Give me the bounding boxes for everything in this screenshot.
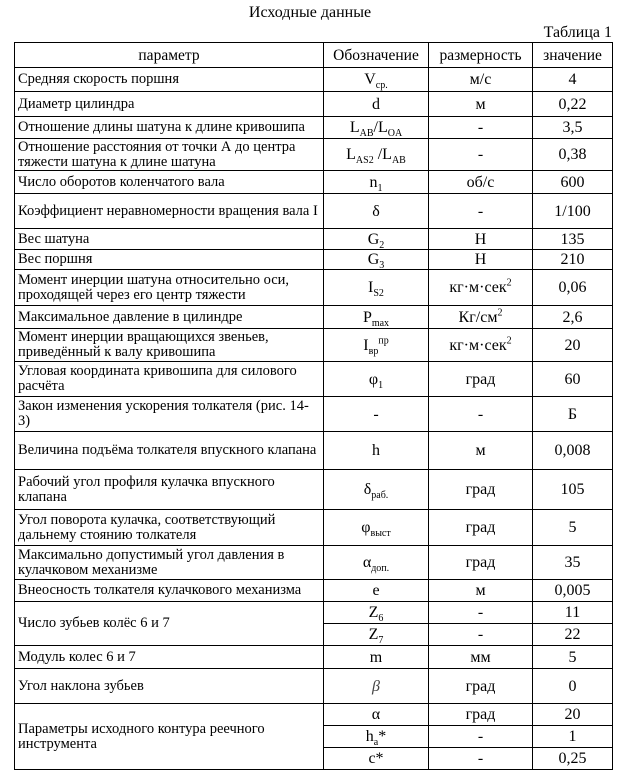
table-row xyxy=(15,646,613,669)
symbol-base: h xyxy=(365,728,374,745)
parameter-cell: Отношение длины шатуна к длине кривошипа xyxy=(15,117,324,139)
parameter-cell: Вес поршня xyxy=(15,250,324,270)
symbol-cell xyxy=(324,602,429,624)
table-row xyxy=(15,432,613,470)
value-cell: 1/100 xyxy=(533,194,613,229)
unit-cell xyxy=(429,250,533,270)
value-cell: 4 xyxy=(533,68,613,92)
unit-text: град xyxy=(465,706,496,723)
symbol-subscript: OA xyxy=(387,128,403,140)
symbol-cell xyxy=(324,194,429,229)
parameter-cell: Вес шатуна xyxy=(15,229,324,250)
symbol-base: G xyxy=(367,230,380,248)
unit-cell xyxy=(429,470,533,510)
unit-text: град xyxy=(465,481,496,498)
unit-text: - xyxy=(477,146,484,163)
parameter-cell: Средняя скорость поршня xyxy=(15,68,324,92)
symbol-cell xyxy=(324,139,429,171)
symbol-cell xyxy=(324,229,429,250)
unit-cell xyxy=(429,194,533,229)
symbol-subscript: 7 xyxy=(378,635,384,647)
value-cell: 0,22 xyxy=(533,92,613,117)
symbol-cell xyxy=(324,432,429,470)
unit-text: - xyxy=(477,626,484,643)
parameter-cell: Величина подъёма толкателя впускного клапана xyxy=(15,432,324,470)
symbol-part: /L xyxy=(373,146,392,163)
symbol-cell xyxy=(324,270,429,306)
parameter-cell: Угол наклона зубьев xyxy=(15,669,324,704)
symbol-base: G xyxy=(367,251,380,268)
symbol-subscript: 1 xyxy=(378,379,384,391)
unit-text: м xyxy=(475,95,486,113)
value-cell: 600 xyxy=(533,171,613,194)
unit-superscript: 2 xyxy=(506,277,512,289)
symbol-cell xyxy=(324,704,429,726)
symbol-subscript: 3 xyxy=(379,260,385,272)
unit-text: град xyxy=(465,554,496,571)
header-unit: размерность xyxy=(429,43,533,68)
unit-text: - xyxy=(477,202,484,220)
value-cell: 20 xyxy=(533,329,613,362)
unit-cell xyxy=(429,68,533,92)
symbol-cell xyxy=(324,669,429,704)
unit-cell xyxy=(429,669,533,704)
symbol-subscript: 1 xyxy=(377,182,383,194)
symbol-cell xyxy=(324,397,429,432)
unit-text: - xyxy=(477,750,484,767)
symbol-cell xyxy=(324,748,429,770)
symbol-base: α xyxy=(362,554,372,571)
table-row xyxy=(15,329,613,362)
parameter-cell: Момент инерции вращающихся звеньев, приведённый к валу кривошипа xyxy=(15,329,324,362)
symbol-base: - xyxy=(373,405,379,423)
parameter-cell: Коэффициент неравномерности вращения вала I xyxy=(15,194,324,229)
value-cell: 0,06 xyxy=(533,270,613,306)
parameter-cell: Закон изменения ускорения толкателя (рис. 14-3) xyxy=(15,397,324,432)
parameter-cell: Отношение расстояния от точки А до центра тяжести шатуна к длине шатуна xyxy=(15,139,324,171)
symbol-cell xyxy=(324,624,429,646)
unit-text: град xyxy=(465,370,496,388)
unit-cell xyxy=(429,704,533,726)
unit-cell xyxy=(429,362,533,397)
unit-text: м xyxy=(475,442,486,459)
symbol-subscript: a xyxy=(373,737,379,749)
symbol-subscript: раб. xyxy=(371,490,389,502)
symbol-cell xyxy=(324,171,429,194)
parameter-cell: Диаметр цилиндра xyxy=(15,92,324,117)
unit-cell xyxy=(429,229,533,250)
unit-text: кг·м·сек xyxy=(449,336,507,354)
symbol-base: P xyxy=(362,308,372,326)
value-cell: 0,005 xyxy=(533,580,613,602)
unit-cell xyxy=(429,602,533,624)
unit-text: кг·м·сек xyxy=(449,279,507,296)
symbol-cell xyxy=(324,250,429,270)
table-row xyxy=(15,92,613,117)
value-cell: 60 xyxy=(533,362,613,397)
unit-cell xyxy=(429,117,533,139)
unit-cell xyxy=(429,580,533,602)
unit-cell xyxy=(429,171,533,194)
table-row xyxy=(15,704,613,726)
table-row xyxy=(15,117,613,139)
symbol-base: V xyxy=(364,71,376,88)
symbol-superscript: пр xyxy=(378,335,389,347)
symbol-cell xyxy=(324,510,429,546)
unit-text: м xyxy=(475,582,486,599)
symbol-cell xyxy=(324,646,429,669)
parameter-cell: Внеосность толкателя кулачкового механизма xyxy=(15,580,324,602)
symbol-subscript: S2 xyxy=(373,288,384,300)
symbol-base: L xyxy=(346,146,356,163)
header-value: значение xyxy=(533,43,613,68)
unit-cell xyxy=(429,726,533,748)
parameter-cell: Параметры исходного контура реечного инструмента xyxy=(15,704,324,770)
symbol-base: δ xyxy=(372,202,380,220)
symbol-cell xyxy=(324,470,429,510)
unit-superscript: 2 xyxy=(497,307,503,319)
table-row xyxy=(15,68,613,92)
value-cell: 20 xyxy=(533,704,613,726)
unit-text: град xyxy=(465,677,496,695)
value-cell: 3,5 xyxy=(533,117,613,139)
table-row xyxy=(15,602,613,624)
symbol-base: e xyxy=(372,582,380,599)
symbol-base: h xyxy=(372,442,380,459)
unit-cell xyxy=(429,270,533,306)
header-symbol: Обозначение xyxy=(324,43,429,68)
value-cell: 35 xyxy=(533,546,613,580)
table-row xyxy=(15,270,613,306)
symbol-base: I xyxy=(363,336,369,354)
symbol-cell xyxy=(324,546,429,580)
value-cell: 135 xyxy=(533,229,613,250)
table-row xyxy=(15,229,613,250)
value-cell: 2,6 xyxy=(533,306,613,329)
symbol-subscript: вр xyxy=(368,345,379,357)
unit-cell xyxy=(429,329,533,362)
symbol-subscript: доп. xyxy=(371,563,390,575)
table-row xyxy=(15,546,613,580)
symbol-subscript: AB xyxy=(359,128,374,140)
value-cell: 5 xyxy=(533,510,613,546)
unit-superscript: 2 xyxy=(506,335,512,347)
unit-cell xyxy=(429,397,533,432)
unit-text: об/с xyxy=(466,173,495,191)
parameter-cell: Максимальное давление в цилиндре xyxy=(15,306,324,329)
unit-cell xyxy=(429,139,533,171)
table-row xyxy=(15,194,613,229)
symbol-base: Z xyxy=(368,626,379,643)
symbol-base: I xyxy=(368,279,374,296)
header-parameter: параметр xyxy=(15,43,324,68)
symbol-cell xyxy=(324,117,429,139)
symbol-cell xyxy=(324,362,429,397)
value-cell: 0,008 xyxy=(533,432,613,470)
table-row xyxy=(15,362,613,397)
document-title: Исходные данные xyxy=(248,4,372,21)
unit-text: Н xyxy=(474,251,487,268)
value-cell: 105 xyxy=(533,470,613,510)
unit-cell xyxy=(429,646,533,669)
unit-cell xyxy=(429,306,533,329)
table-row xyxy=(15,171,613,194)
unit-text: - xyxy=(477,604,484,621)
value-cell: 0 xyxy=(533,669,613,704)
symbol-base: φ xyxy=(368,370,379,388)
parameter-cell: Модуль колес 6 и 7 xyxy=(15,646,324,669)
table-label: Таблица 1 xyxy=(543,24,612,41)
unit-text: - xyxy=(477,728,484,745)
symbol-part: * xyxy=(378,728,387,745)
parameter-cell: Число зубьев колёс 6 и 7 xyxy=(15,602,324,646)
table-row xyxy=(15,306,613,329)
parameter-cell: Момент инерции шатуна относительно оси, проходящей через его центр тяжести xyxy=(15,270,324,306)
symbol-cell xyxy=(324,329,429,362)
unit-text: мм xyxy=(470,648,491,666)
symbol-base: φ xyxy=(361,519,371,536)
unit-cell xyxy=(429,546,533,580)
table-row xyxy=(15,510,613,546)
table-row xyxy=(15,470,613,510)
unit-cell xyxy=(429,510,533,546)
symbol-subscript: выст xyxy=(370,528,391,540)
unit-text: - xyxy=(477,405,484,423)
value-cell: 210 xyxy=(533,250,613,270)
symbol-subscript: AS2 xyxy=(355,155,374,167)
parameter-cell: Угол поворота кулачка, соответствующий дальнему стоянию толкателя xyxy=(15,510,324,546)
symbol-cell xyxy=(324,92,429,117)
symbol-subscript: ср. xyxy=(375,80,388,92)
symbol-base: β xyxy=(372,677,380,695)
table-header-row xyxy=(15,43,613,68)
parameter-cell: Рабочий угол профиля кулачка впускного клапана xyxy=(15,470,324,510)
unit-cell xyxy=(429,432,533,470)
value-cell: 22 xyxy=(533,624,613,646)
unit-text: - xyxy=(477,119,484,136)
unit-cell xyxy=(429,92,533,117)
parameter-cell: Угловая координата кривошипа для силового расчёта xyxy=(15,362,324,397)
symbol-subscript: 6 xyxy=(378,613,384,625)
parameter-cell: Число оборотов коленчатого вала xyxy=(15,171,324,194)
parameter-cell: Максимально допустимый угол давления в кулачковом механизме xyxy=(15,546,324,580)
unit-text: м/с xyxy=(469,71,492,88)
symbol-cell xyxy=(324,306,429,329)
source-data-table xyxy=(14,42,613,770)
symbol-subscript: AB xyxy=(391,155,406,167)
symbol-base: Z xyxy=(368,604,379,621)
symbol-subscript: max xyxy=(371,317,390,329)
value-cell: 0,38 xyxy=(533,139,613,171)
symbol-subscript: 2 xyxy=(379,239,385,251)
symbol-base: α xyxy=(371,706,381,723)
table-row xyxy=(15,139,613,171)
symbol-base: m xyxy=(369,648,383,666)
symbol-cell xyxy=(324,68,429,92)
symbol-cell xyxy=(324,580,429,602)
value-cell: 1 xyxy=(533,726,613,748)
symbol-cell xyxy=(324,726,429,748)
symbol-base: δ xyxy=(363,481,372,498)
unit-cell xyxy=(429,624,533,646)
symbol-base: c* xyxy=(368,750,384,767)
symbol-base: d xyxy=(372,95,380,113)
unit-text: Кг/см xyxy=(458,308,498,326)
symbol-part: /L xyxy=(373,119,388,136)
unit-text: град xyxy=(465,519,496,536)
symbol-base: n xyxy=(369,173,378,191)
symbol-base: L xyxy=(349,119,360,136)
value-cell: 5 xyxy=(533,646,613,669)
unit-cell xyxy=(429,748,533,770)
value-cell: Б xyxy=(533,397,613,432)
table-row xyxy=(15,250,613,270)
table-row xyxy=(15,397,613,432)
unit-text: Н xyxy=(474,230,487,248)
table-row xyxy=(15,580,613,602)
value-cell: 11 xyxy=(533,602,613,624)
value-cell: 0,25 xyxy=(533,748,613,770)
table-row xyxy=(15,669,613,704)
